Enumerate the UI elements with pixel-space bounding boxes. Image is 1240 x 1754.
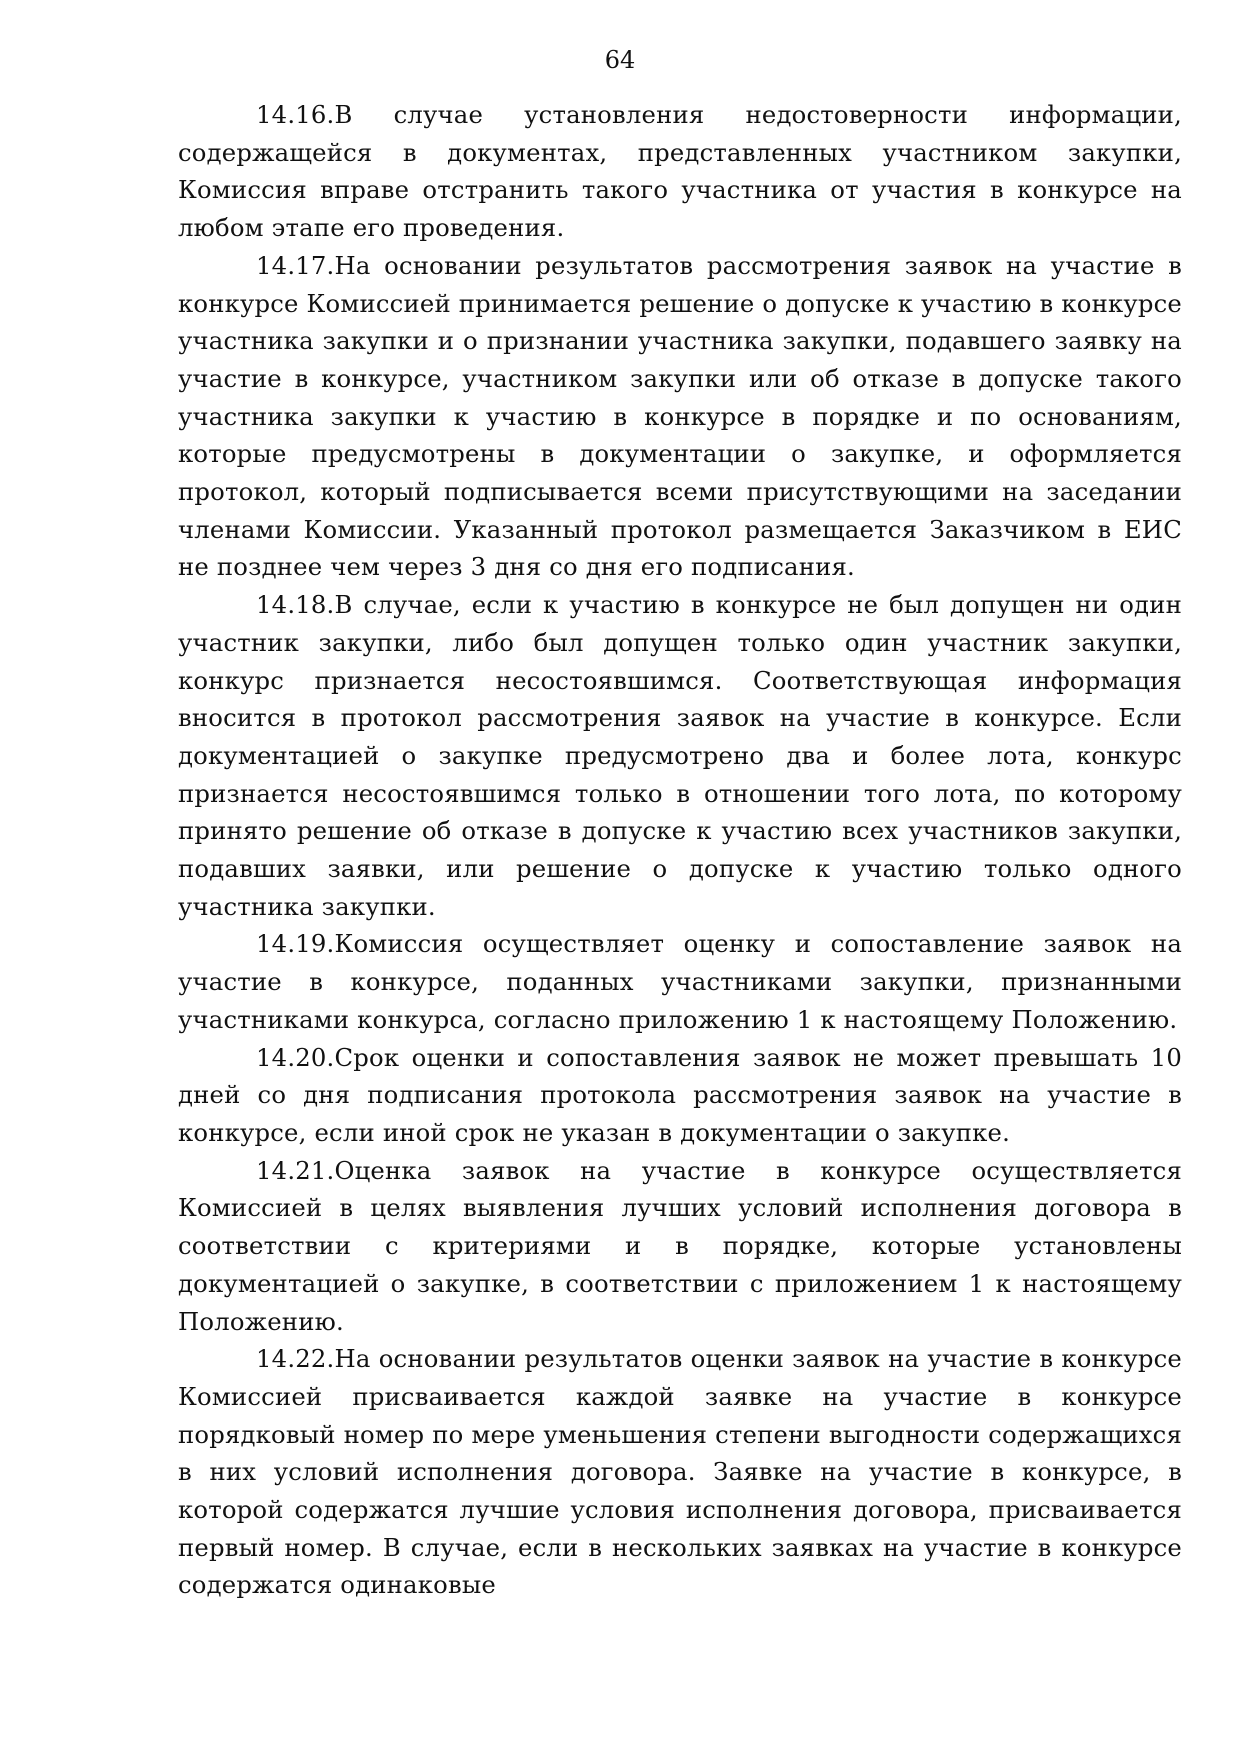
paragraph-14-20: 14.20.Срок оценки и сопоставления заявок не может превышать 10 дней со дня подписания протокола рассмотрения заявок на участие в конкурсе, если иной срок не указан в документации о закупке.: [178, 1042, 1182, 1147]
paragraph-14-17: 14.17.На основании результатов рассмотрения заявок на участие в конкурсе Комиссией принимается решение о допуске к участию в конкурсе участника закупки и о признании участника закупки, подавшего заявку на участие в конкурсе, участником закупки или об отказе в допуске такого участника закупки к участию в конкурсе в порядке и по основаниям, которые предусмотрены в документации о закупке, и оформляется протокол, который подписывается всеми присутствующими на заседании членами Комиссии. Указанный протокол размещается Заказчиком в ЕИС не позднее чем через 3 дня со дня его подписания.: [178, 250, 1182, 582]
paragraph-14-22: 14.22.На основании результатов оценки заявок на участие в конкурсе Комиссией присваивается каждой заявке на участие в конкурсе порядковый номер по мере уменьшения степени выгодности содержащихся в них условий исполнения договора. Заявке на участие в конкурсе, в которой содержатся лучшие условия исполнения договора, присваивается первый номер. В случае, если в нескольких заявках на участие в конкурсе содержатся одинаковые: [178, 1344, 1182, 1600]
document-body: [178, 96, 1182, 1604]
paragraph-14-21: 14.21.Оценка заявок на участие в конкурсе осуществляется Комиссией в целях выявления лучших условий исполнения договора в соответствии с критериями и в порядке, которые установлены документацией о закупке, в соответствии с приложением 1 к настоящему Положению.: [178, 1155, 1182, 1336]
paragraph-14-19: 14.19.Комиссия осуществляет оценку и сопоставление заявок на участие в конкурсе, поданных участниками закупки, признанными участниками конкурса, согласно приложению 1 к настоящему Положению.: [178, 929, 1182, 1034]
paragraph-14-16: 14.16.В случае установления недостоверности информации, содержащейся в документах, представленных участником закупки, Комиссия вправе отстранить такого участника от участия в конкурсе на любом этапе его проведения.: [178, 100, 1182, 243]
paragraph-14-18: 14.18.В случае, если к участию в конкурсе не был допущен ни один участник закупки, либо был допущен только один участник закупки, конкурс признается несостоявшимся. Соответствующая информация вносится в протокол рассмотрения заявок на участие в конкурсе. Если документацией о закупке предусмотрено два и более лота, конкурс признается несостоявшимся только в отношении того лота, по которому принято решение об отказе в допуске к участию всех участников закупки, подавших заявки, или решение о допуске к участию только одного участника закупки.: [178, 590, 1182, 921]
page-number: 64: [604, 46, 636, 74]
